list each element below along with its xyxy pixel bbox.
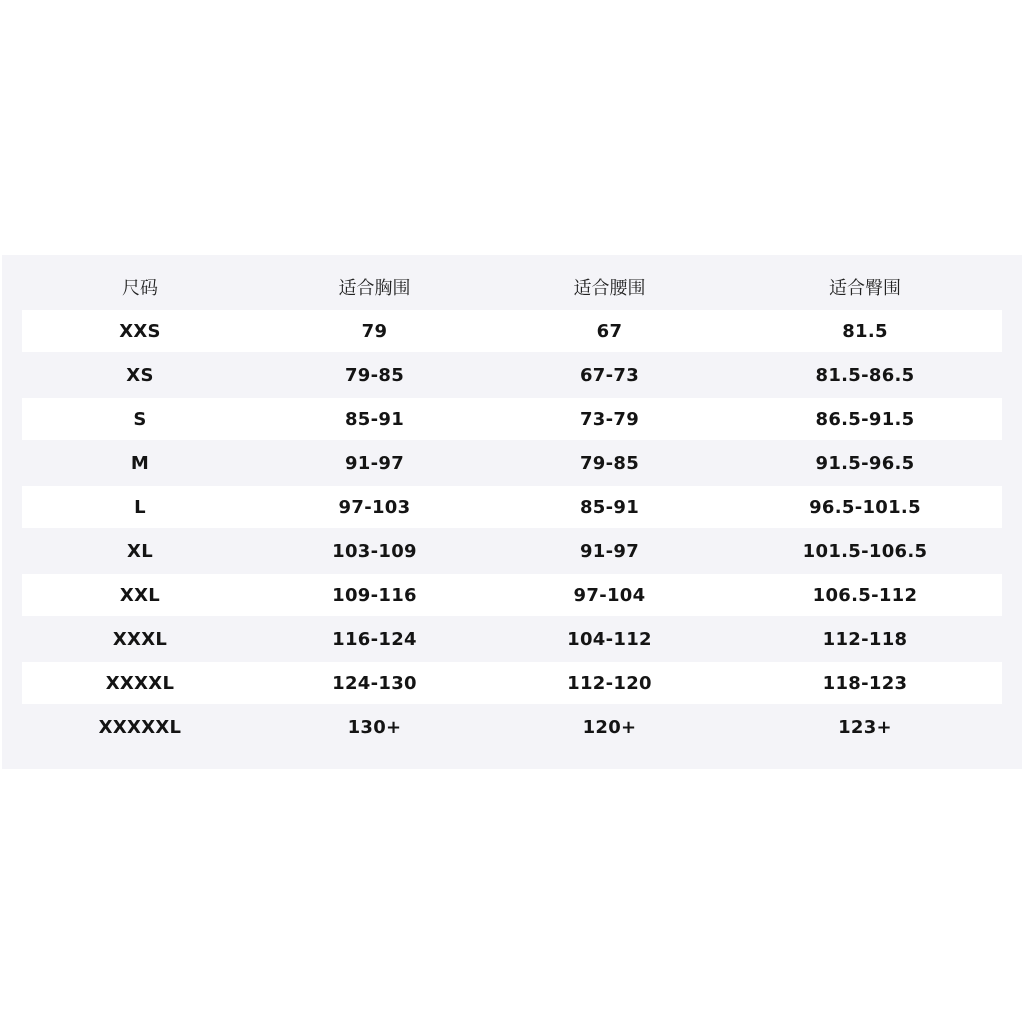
waist-cell: 85-91 <box>579 496 640 518</box>
waist-cell: 112-120 <box>567 672 652 694</box>
size-cell: XS <box>126 364 154 386</box>
size-chart-table <box>22 265 1002 749</box>
size-cell: XXL <box>119 584 161 606</box>
table-row <box>22 574 1002 616</box>
size-cell: XXXXXL <box>98 716 182 738</box>
table-row <box>22 617 1002 661</box>
size-cell: S <box>133 408 147 430</box>
size-cell: XL <box>127 540 153 562</box>
hip-cell: 96.5-101.5 <box>809 496 921 518</box>
waist-cell: 67-73 <box>579 364 640 386</box>
hip-cell: 81.5-86.5 <box>815 364 915 386</box>
table-row <box>22 705 1002 749</box>
waist-cell: 91-97 <box>579 540 640 562</box>
chest-cell: 97-103 <box>338 496 411 518</box>
waist-cell: 120+ <box>582 716 637 738</box>
header-waist: 适合腰围 <box>573 278 646 299</box>
header-size: 尺码 <box>122 278 158 299</box>
hip-cell: 123+ <box>838 716 892 738</box>
table-row <box>22 441 1002 485</box>
size-cell: XXXXL <box>105 672 175 694</box>
hip-cell: 106.5-112 <box>812 584 918 606</box>
hip-cell: 86.5-91.5 <box>815 408 915 430</box>
hip-cell: 118-123 <box>822 672 908 694</box>
size-cell: XXXL <box>112 628 168 650</box>
chest-cell: 109-116 <box>332 584 417 606</box>
table-header-row <box>22 265 1002 309</box>
hip-cell: 91.5-96.5 <box>815 452 915 474</box>
table-row <box>22 310 1002 352</box>
size-cell: L <box>134 496 146 518</box>
chest-cell: 124-130 <box>332 672 417 694</box>
chest-cell: 85-91 <box>344 408 405 430</box>
header-chest: 适合胸围 <box>338 278 411 299</box>
chest-cell: 103-109 <box>332 540 417 562</box>
chest-cell: 79 <box>361 320 388 342</box>
table-row <box>22 486 1002 528</box>
header-hip: 适合臀围 <box>829 278 901 299</box>
size-cell: XXS <box>119 320 161 342</box>
waist-cell: 97-104 <box>573 584 646 606</box>
hip-cell: 112-118 <box>822 628 908 650</box>
chest-cell: 79-85 <box>344 364 405 386</box>
table-row <box>22 398 1002 440</box>
size-chart-panel <box>2 255 1022 769</box>
size-cell: M <box>130 452 150 474</box>
waist-cell: 104-112 <box>567 628 652 650</box>
hip-cell: 101.5-106.5 <box>802 540 928 562</box>
table-row <box>22 529 1002 573</box>
chest-cell: 91-97 <box>344 452 405 474</box>
hip-cell: 81.5 <box>842 320 888 342</box>
chest-cell: 130+ <box>347 716 402 738</box>
chest-cell: 116-124 <box>332 628 417 650</box>
table-body <box>22 310 1002 749</box>
table-row <box>22 662 1002 704</box>
waist-cell: 67 <box>596 320 623 342</box>
waist-cell: 79-85 <box>579 452 640 474</box>
waist-cell: 73-79 <box>579 408 640 430</box>
table-row <box>22 353 1002 397</box>
